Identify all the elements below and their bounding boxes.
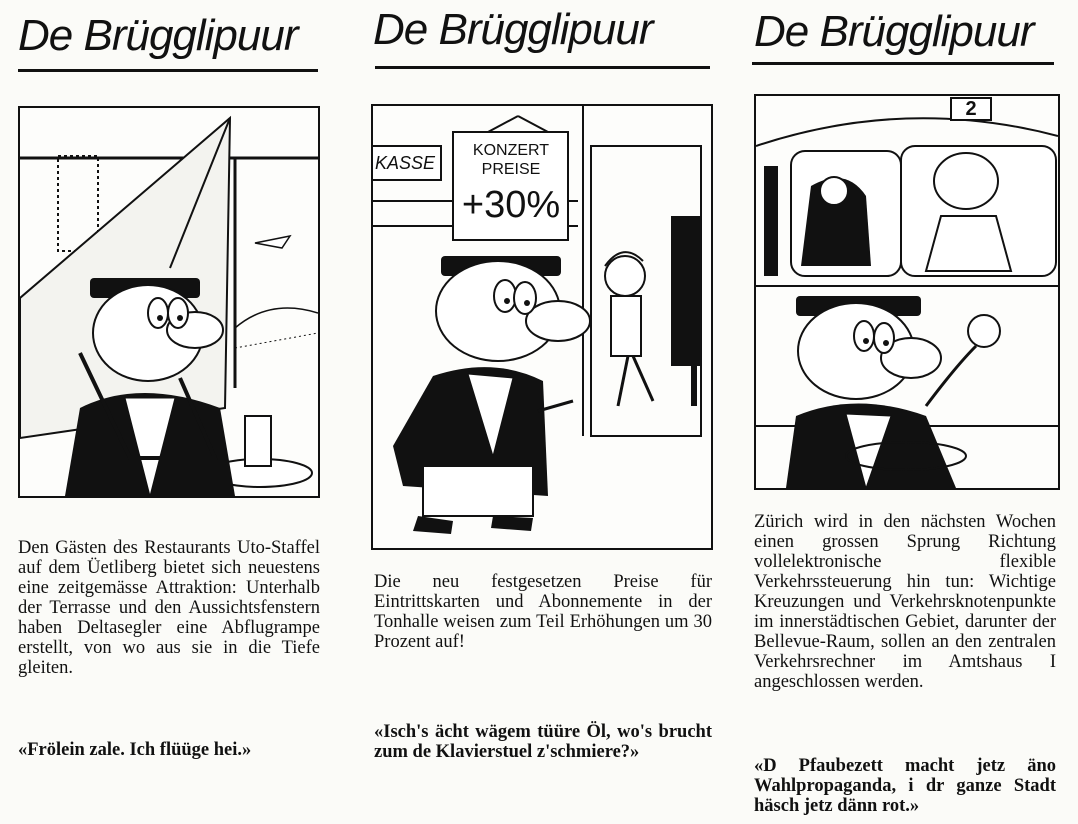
column-2-quote: «Isch's ächt wägem tüüre Öl, wo's brucht zum de Klavierstuel z'schmiere?» [374, 722, 712, 762]
column-1-title: De Brügglipuur [18, 11, 298, 60]
cartoon-panel-1 [18, 106, 320, 498]
cartoon-restaurant-illustration [20, 108, 318, 496]
column-3-caption: Zürich wird in den nächsten Wochen einen grossen Sprung Richtung vollelektronische flexible Verkehrssteuerung hin tun: Wichtige Kreuzungen und Verkehrsknotenpunkte im innerstädtischen Gebiet, darunter der Bellevue-Raum, sollen an den zentralen Verkehrsrechner im Amtshaus I angeschlossen werden. [754, 512, 1056, 692]
column-2-title-rule [375, 66, 710, 69]
price-sign-line-3: +30% [461, 184, 561, 226]
cartoon-panel-3 [754, 94, 1060, 490]
column-2-caption: Die neu festgesetzen Preise für Eintrittskarten und Abonnemente in der Tonhalle weisen zum Teil Erhöhungen um 30 Prozent auf! [374, 572, 712, 652]
kasse-sign-text: KASSE [375, 153, 436, 173]
column-1-title-rule [18, 69, 318, 72]
column-3-quote: «D Pfaubezett macht jetz äno Wahlpropaganda, i dr ganze Stadt häsch jetz dänn rot.» [754, 756, 1056, 816]
cartoon-tram-illustration [756, 96, 1058, 488]
cartoon-panel-2 [371, 104, 713, 550]
column-2-title: De Brügglipuur [373, 5, 653, 54]
price-sign-line-2: PREISE [481, 161, 541, 178]
column-1-quote: «Frölein zale. Ich flüüge hei.» [18, 740, 252, 760]
column-1-caption: Den Gästen des Restaurants Uto-Staffel auf dem Üetliberg bietet sich neuestens eine zeitgemässe Attraktion: Unterhalb der Terrasse und den Aussichtsfenstern haben Deltasegler eine Abflugrampe erstellt, von wo aus sie in die Tiefe gleiten. [18, 538, 320, 678]
column-3-title-rule [752, 62, 1054, 65]
tram-number: 2 [965, 98, 977, 120]
column-3-title: De Brügglipuur [754, 7, 1034, 56]
price-sign-line-1: KONZERT [472, 142, 550, 159]
